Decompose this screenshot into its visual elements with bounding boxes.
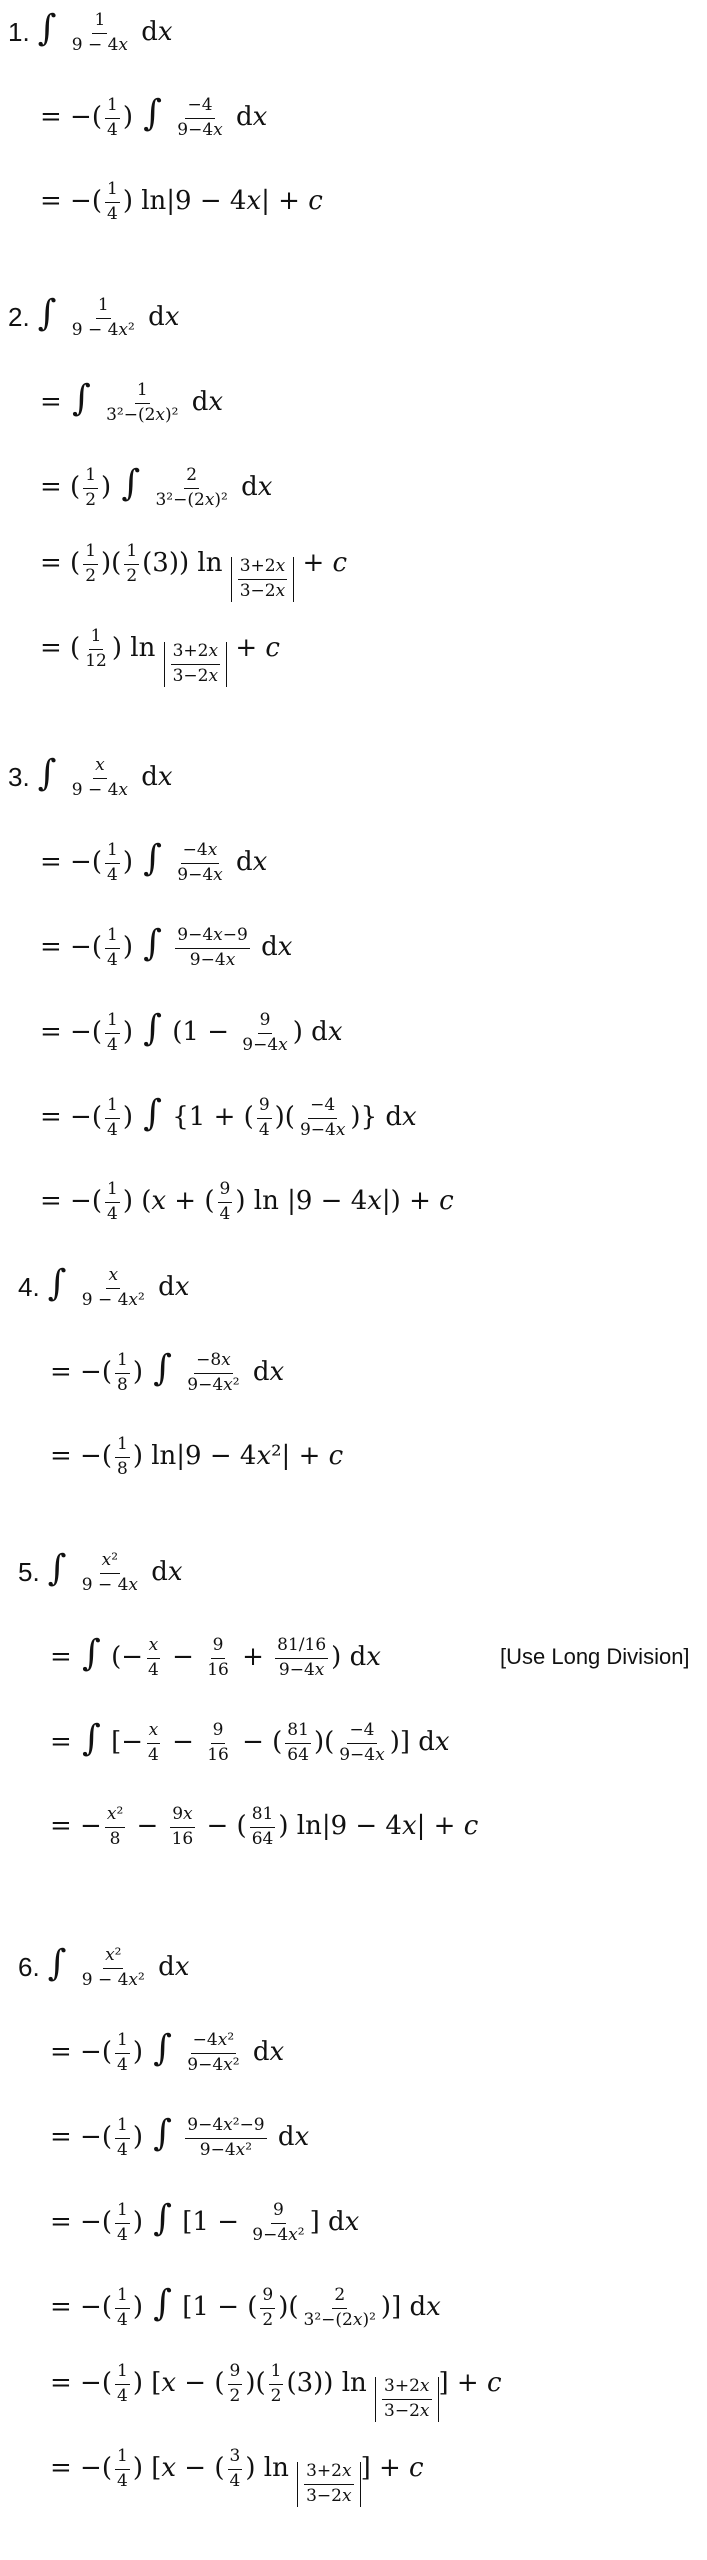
math-expression: = −( $\frac{1}{4}$ ) ∫ {1 + ( $\frac{9}{4}$ )( $\frac{-4}{9-4x}$ )} dx: [40, 1093, 417, 1140]
problem-1-step-2: [40, 170, 323, 234]
problem-5-step-1: [50, 1625, 381, 1689]
problem-3-statement: [8, 745, 173, 809]
math-expression: = −( $\frac{1}{4}$ ) ∫ $\frac{\text{9−4x²−9}}{\text{9−4x²}}$ dx: [50, 2113, 310, 2160]
problem-3-step-3: [40, 1000, 342, 1064]
math-expression: ∫ $\frac{1}{9 - 4x}$ dx: [37, 8, 173, 55]
math-expression: ∫ $\frac{1}{\text{9 − 4x²}}$ dx: [37, 293, 180, 340]
math-expression: = − $\frac{\text{x²}}{8}$ − $\frac{9x}{16}$ − ( $\frac{81}{64}$ ) ln|9 − 4x| + c: [50, 1803, 479, 1849]
problem-3-step-5: [40, 1170, 454, 1234]
problem-4-step-2: [50, 1425, 343, 1489]
math-expression: = −( $\frac{1}{4}$ ) ∫ (1 − $\frac{9}{9-4x}$ ) dx: [40, 1008, 343, 1055]
problem-6-step-1: [50, 2020, 284, 2084]
math-expression: = −( $\frac{1}{4}$ ) ∫ [1 − $\frac{9}{\text{9−4x²}}$ ] dx: [50, 2198, 360, 2245]
math-expression: = ( $\frac{1}{2}$ )( $\frac{1}{2}$ (3)) ln $\frac{3+2x}{3-2x}$ + c: [40, 541, 348, 602]
problem-6-step-3: [50, 2190, 359, 2254]
math-expression: = ( $\frac{1}{2}$ ) ∫ $\frac{2}{\text{3²−(2x)²}}$ dx: [40, 463, 273, 510]
math-expression: ∫ $\frac{x}{\text{9 − 4x²}}$ dx: [47, 1263, 190, 1310]
problem-4-step-1: [50, 1340, 284, 1404]
math-expression: ∫ $\frac{\text{x²}}{9 - 4x}$ dx: [47, 1548, 183, 1595]
problem-3-step-1: [40, 830, 267, 894]
problem-6-step-6: [50, 2445, 424, 2509]
long-division-note: [Use Long Division]: [500, 1644, 690, 1669]
problem-6-step-5: [50, 2360, 502, 2424]
problem-6-step-4: [50, 2275, 441, 2339]
math-expression: = −( $\frac{1}{4}$ ) ∫ $\frac{-4}{9-4x}$ dx: [40, 93, 268, 140]
math-expression: = ( $\frac{1}{12}$ ) ln $\frac{3+2x}{3-2x}$ + c: [40, 626, 280, 687]
problem-number: 2.: [8, 301, 30, 332]
problem-1-step-1: [40, 85, 267, 149]
math-expression: ∫ $\frac{\text{x²}}{\text{9 − 4x²}}$ dx: [47, 1943, 190, 1990]
math-expression: = −( $\frac{1}{4}$ ) ∫ $\frac{9-4x-9}{9-4x}$ dx: [40, 923, 293, 970]
problem-5-step-2: [50, 1710, 450, 1774]
math-expression: = −( $\frac{1}{4}$ ) [x − ( $\frac{9}{2}$ )( $\frac{1}{2}$ (3)) ln $\frac{3+2x}{3-2x}$ ] + c: [50, 2361, 502, 2422]
math-expression: = −( $\frac{1}{4}$ ) ∫ $\frac{\text{−4x²}}{\text{9−4x²}}$ dx: [50, 2028, 285, 2075]
problem-number: 3.: [8, 761, 30, 792]
problem-6-statement: [18, 1935, 189, 1999]
problem-number: 6.: [18, 1951, 40, 1982]
math-expression: = −( $\frac{1}{4}$ ) [x − ( $\frac{3}{4}$ ) ln $\frac{3+2x}{3-2x}$ ] + c: [50, 2446, 424, 2507]
problem-number: 5.: [18, 1556, 40, 1587]
math-expression: = ∫ $\frac{1}{\text{3²−(2x)²}}$ dx: [40, 378, 224, 425]
math-expression: = ∫ (− $\frac{x}{4}$ − $\frac{9}{16}$ + $\frac{81/16}{9-4x}$ ) dx: [50, 1633, 381, 1680]
problem-1-statement: [8, 0, 173, 64]
problem-number: 4.: [18, 1271, 40, 1302]
problem-6-step-2: [50, 2105, 309, 2169]
problem-4-statement: [18, 1255, 189, 1319]
math-expression: ∫ $\frac{x}{9 - 4x}$ dx: [37, 753, 173, 800]
problem-3-step-4: [40, 1085, 417, 1149]
problem-2-step-2: [40, 455, 272, 519]
math-expression: = −( $\frac{1}{4}$ ) ln|9 − 4x| + c: [40, 178, 323, 224]
problem-3-step-2: [40, 915, 292, 979]
problem-number: 1.: [8, 16, 30, 47]
problem-5-statement: [18, 1540, 183, 1604]
math-expression: = −( $\frac{1}{4}$ ) ∫ $\frac{-4x}{9-4x}$ dx: [40, 838, 268, 885]
math-expression: = −( $\frac{1}{4}$ ) ∫ [1 − ( $\frac{9}{2}$ )( $\frac{2}{\text{3²−(2x)²}}$ )] dx: [50, 2283, 441, 2330]
problem-2-step-1: [40, 370, 223, 434]
problem-2-step-3: [40, 540, 347, 604]
problem-2-step-4: [40, 625, 280, 689]
math-expression: = −( $\frac{1}{8}$ ) ln|9 − 4x²| + c: [50, 1433, 344, 1479]
problem-5-step-3: [50, 1795, 478, 1859]
math-expression: = ∫ [− $\frac{x}{4}$ − $\frac{9}{16}$ − ( $\frac{81}{64}$ )( $\frac{-4}{9-4x}$ )] dx: [50, 1718, 450, 1765]
math-expression: = −( $\frac{1}{8}$ ) ∫ $\frac{-8x}{\text{9−4x²}}$ dx: [50, 1348, 285, 1395]
math-expression: = −( $\frac{1}{4}$ ) (x + ( $\frac{9}{4}$ ) ln |9 − 4x|) + c: [40, 1178, 454, 1224]
problem-2-statement: [8, 285, 179, 349]
